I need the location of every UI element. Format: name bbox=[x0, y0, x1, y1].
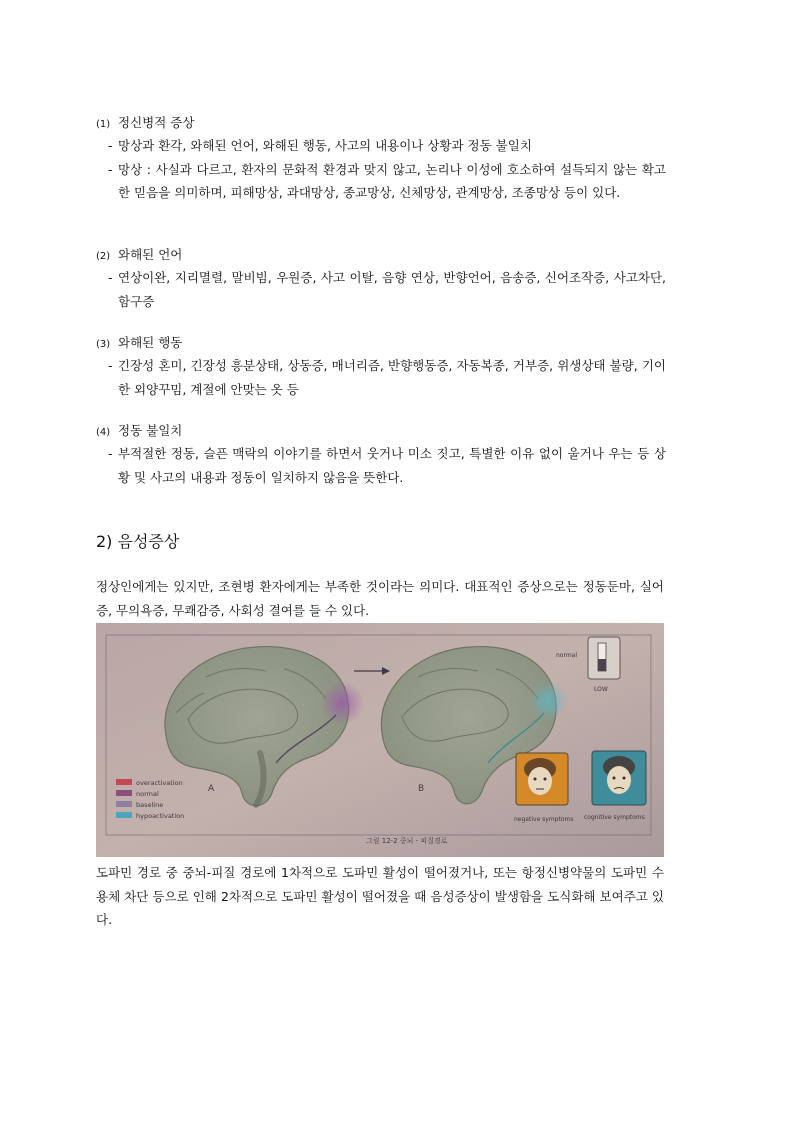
legend-swatch-hypoactivation bbox=[116, 812, 132, 818]
cognitive-symptoms-face-icon bbox=[592, 751, 646, 805]
legend-swatch-overactivation bbox=[116, 779, 132, 785]
legend-swatch-normal bbox=[116, 790, 132, 796]
bullet-dash: - bbox=[108, 270, 113, 285]
bullet-text: 부적절한 정동, 슬픈 맥락의 이야기를 하면서 웃거나 미소 짓고, 특별한 이유 없이 울거나 우는 등 상황 및 사고의 내용과 정동이 일치하지 않음을 뜻한다. bbox=[118, 446, 666, 485]
bullet-dash: - bbox=[108, 358, 113, 373]
intro-paragraph: 정상인에게는 있지만, 조현병 환자에게는 부족한 것이라는 의미다. 대표적인 증상으로는 정동둔마, 실어증, 무의욕증, 무쾌감증, 사회성 결여를 들 수 있다. bbox=[96, 579, 664, 618]
section-title bbox=[96, 332, 666, 354]
negative-symptoms-face-icon bbox=[516, 753, 568, 805]
section-disorganized-behavior bbox=[96, 332, 666, 401]
bullet-item bbox=[96, 442, 666, 489]
legend-label: overactivation bbox=[136, 779, 183, 787]
heading-negative-symptoms: 2) 음성증상 bbox=[96, 532, 180, 551]
bullet-dash: - bbox=[108, 161, 113, 177]
section-affect-incongruence bbox=[96, 420, 666, 489]
bullet-text: 망상과 환각, 와해된 언어, 와해된 행동, 사고의 내용이나 상황과 정동 불일치 bbox=[118, 138, 532, 153]
section-number: (3) bbox=[96, 339, 111, 350]
section-title-text: 와해된 언어 bbox=[118, 247, 183, 262]
label-b: B bbox=[418, 784, 425, 794]
figure-brain-pathway bbox=[96, 623, 664, 857]
bullet-text: 긴장성 혼미, 긴장성 흥분상태, 상동증, 매너리즘, 반향행동증, 자동복종, 거부증, 위생상태 불량, 기이한 외양꾸밈, 계절에 안맞는 옷 등 bbox=[118, 358, 666, 397]
label-a: A bbox=[208, 784, 215, 794]
bullet-item bbox=[96, 158, 666, 205]
legend-swatch-baseline bbox=[116, 801, 132, 807]
cognitive-symptoms-label: cognitive symptoms bbox=[584, 814, 645, 821]
section-title bbox=[96, 112, 666, 134]
meter-normal-label: normal bbox=[556, 652, 578, 659]
legend-label: baseline bbox=[136, 801, 164, 809]
bullet-dash: - bbox=[108, 446, 113, 461]
legend-label: hypoactivation bbox=[136, 812, 185, 820]
negative-symptoms-label: negative symptoms bbox=[514, 816, 574, 823]
section-number: (2) bbox=[96, 251, 111, 262]
section-number: (4) bbox=[96, 427, 111, 438]
section-psychotic-symptoms bbox=[96, 112, 666, 205]
figure-description-paragraph: 도파민 경로 중 중뇌-피질 경로에 1차적으로 도파민 활성이 떨어졌거나, 또는 항정신병약물의 도파민 수용체 차단 등으로 인해 2차적으로 도파민 활성이 떨어졌을 때 음성증상이 발생함을 도식화해 보여주고 있다. bbox=[96, 865, 664, 927]
figure-caption: 그림 12-2 중뇌 - 피질경로 bbox=[366, 837, 448, 845]
section-disorganized-speech bbox=[96, 244, 666, 313]
bullet-dash: - bbox=[108, 138, 113, 153]
section-title-text: 정신병적 증상 bbox=[118, 115, 195, 130]
section-title-text: 정동 불일치 bbox=[118, 423, 183, 438]
bullet-item bbox=[96, 134, 666, 158]
meter-low-label: LOW bbox=[594, 686, 608, 693]
section-title bbox=[96, 420, 666, 442]
bullet-text: 연상이완, 지리멸렬, 말비빔, 우원증, 사고 이탈, 음향 연상, 반향언어, 음송증, 신어조작증, 사고차단, 함구증 bbox=[118, 270, 666, 309]
bullet-item bbox=[96, 266, 666, 313]
prefrontal-glow-b bbox=[528, 681, 568, 721]
activity-meter-icon bbox=[588, 637, 620, 679]
section-title-text: 와해된 행동 bbox=[118, 335, 183, 350]
bullet-text: 망상 : 사실과 다르고, 환자의 문화적 환경과 맞지 않고, 논리나 이성에 호소하여 설득되지 않는 확고한 믿음을 의미하며, 피해망상, 과대망상, 종교망상, 신체망상, 관계망상, 조종망상 등이 있다. bbox=[118, 161, 666, 200]
prefrontal-glow-a bbox=[320, 681, 364, 725]
bullet-item bbox=[96, 354, 666, 401]
legend-label: normal bbox=[136, 790, 159, 798]
section-number: (1) bbox=[96, 119, 111, 130]
section-title bbox=[96, 244, 666, 266]
